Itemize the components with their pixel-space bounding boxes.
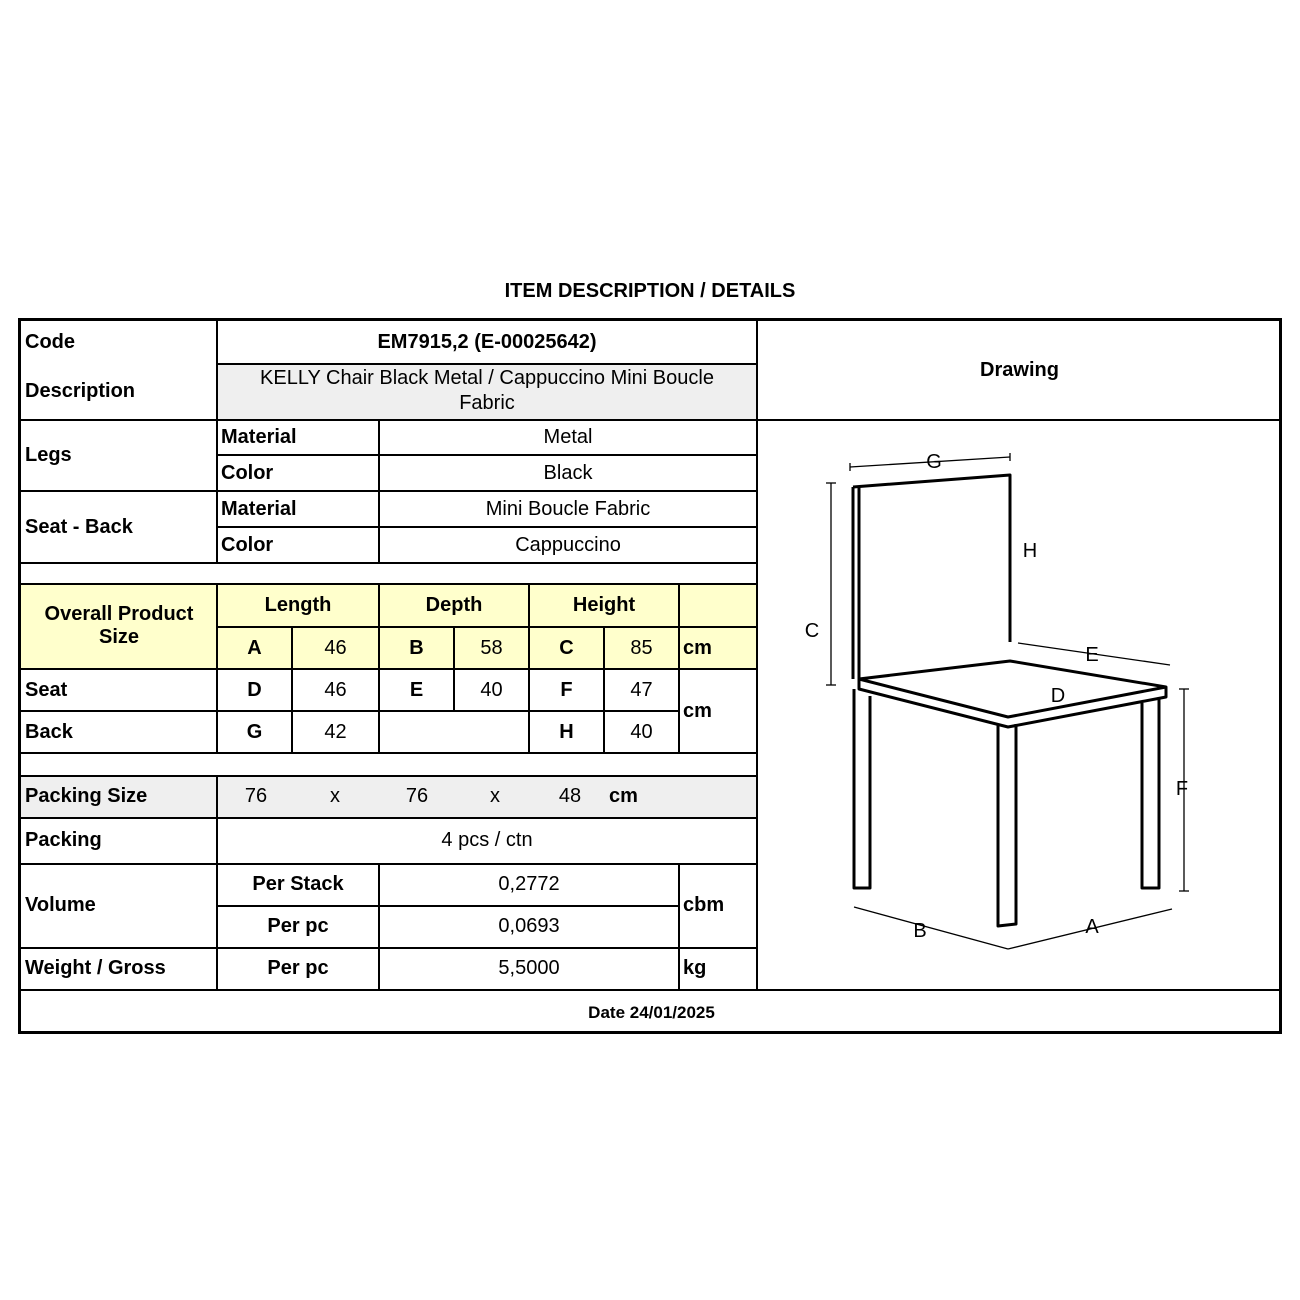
rule [21,562,757,564]
rule [21,947,757,949]
overall-depth-value: 58 [480,636,503,659]
chair-drawing [758,421,1282,989]
seat-d-letter: D [247,678,262,701]
label-b: B [913,920,927,942]
rule [216,583,218,753]
overall-height-value: 85 [630,636,653,659]
back-g-letter: G [246,720,263,743]
packing-height: 48 [558,784,582,807]
packing-length: 76 [244,784,268,807]
label-c: C [804,620,820,642]
volume-unit: cbm [683,893,725,916]
packing-size-label: Packing Size [25,784,148,807]
seat-label: Seat [25,678,68,701]
rule [21,583,757,585]
seat-e-letter: E [409,678,424,701]
legs-material-value: Metal [543,425,593,448]
rule [216,775,218,989]
seat-back-color-value: Cappuccino [515,533,621,556]
label-a: A [1085,916,1099,938]
front-right-leg [1142,697,1159,888]
code-value: EM7915,2 (E-00025642) [377,330,597,353]
dim-line-b [854,907,1008,949]
seat-back-color-label: Color [221,533,274,556]
volume-label: Volume [25,893,96,916]
overall-length-letter: A [247,636,262,659]
seat-edge [859,679,1166,727]
weight-label: Weight / Gross [25,956,166,979]
label-d: D [1050,685,1066,707]
seat-f-value: 47 [630,678,653,701]
depth-header: Depth [425,593,483,616]
details-table [18,318,1282,1034]
rule [378,419,380,563]
packing-value: 4 pcs / ctn [441,828,533,851]
rule [678,863,680,989]
label-g: G [926,451,942,473]
packing-width: 76 [405,784,429,807]
rule [217,626,757,628]
back-g-value: 42 [324,720,347,743]
volume-per-stack-value: 0,2772 [498,872,560,895]
drawing-label: Drawing [980,358,1059,381]
seat-back-material-value: Mini Boucle Fabric [485,497,651,520]
seat-back-material-label: Material [221,497,297,520]
label-e: E [1085,644,1099,666]
rule [603,627,605,753]
packing-x2: x [490,784,500,807]
rule [378,863,380,989]
overall-depth-letter: B [409,636,424,659]
height-header: Height [572,593,636,616]
seat-e-value: 40 [480,678,503,701]
volume-per-pc-value: 0,0693 [498,914,560,937]
length-header: Length [264,593,332,616]
rule [453,627,455,711]
rule [21,668,757,670]
overall-height-letter: C [559,636,574,659]
seat-back-label: Seat - Back [25,515,133,538]
weight-unit: kg [683,956,707,979]
date-footer: Date 24/01/2025 [588,1002,715,1022]
rule [217,363,757,365]
rule [21,989,1282,991]
volume-per-stack-label: Per Stack [252,872,344,895]
rule [217,526,757,528]
rule [216,321,218,563]
seat-f-letter: F [560,678,573,701]
rule [678,583,680,753]
volume-per-pc-label: Per pc [267,914,329,937]
back-left-post [853,487,859,679]
legs-material-label: Material [221,425,297,448]
seat-d-value: 46 [324,678,347,701]
rule [21,863,757,865]
packing-unit: cm [609,784,638,807]
description-value: KELLY Chair Black Metal / Cappuccino Mini Boucle Fabric [260,367,714,414]
back-left-leg [854,689,870,888]
rule [21,775,757,777]
weight-per-pc-label: Per pc [267,956,329,979]
rule [21,710,679,712]
page-title: ITEM DESCRIPTION / DETAILS [504,280,796,302]
label-f: F [1175,778,1189,800]
description-label: Description [25,379,136,402]
rule [217,454,757,456]
legs-label: Legs [25,443,72,466]
packing-x1: x [330,784,340,807]
overall-unit: cm [683,636,712,659]
packing-label: Packing [25,828,102,851]
rule [378,583,380,753]
rule [21,817,757,819]
rule [528,583,530,753]
legs-color-label: Color [221,461,274,484]
back-h-value: 40 [630,720,653,743]
rule [217,905,679,907]
backrest-frame [853,475,1010,642]
seat-back-unit: cm [683,699,712,722]
overall-length-value: 46 [324,636,347,659]
seat-top [859,661,1166,717]
overall-size-label: Overall Product Size [44,603,194,648]
label-h: H [1022,540,1038,562]
back-label: Back [25,720,73,743]
weight-value: 5,5000 [498,956,560,979]
code-label: Code [25,330,75,353]
rule [291,627,293,753]
rule [21,490,757,492]
legs-color-value: Black [543,461,593,484]
back-h-letter: H [559,720,574,743]
front-left-leg [998,724,1016,926]
rule [21,752,757,754]
